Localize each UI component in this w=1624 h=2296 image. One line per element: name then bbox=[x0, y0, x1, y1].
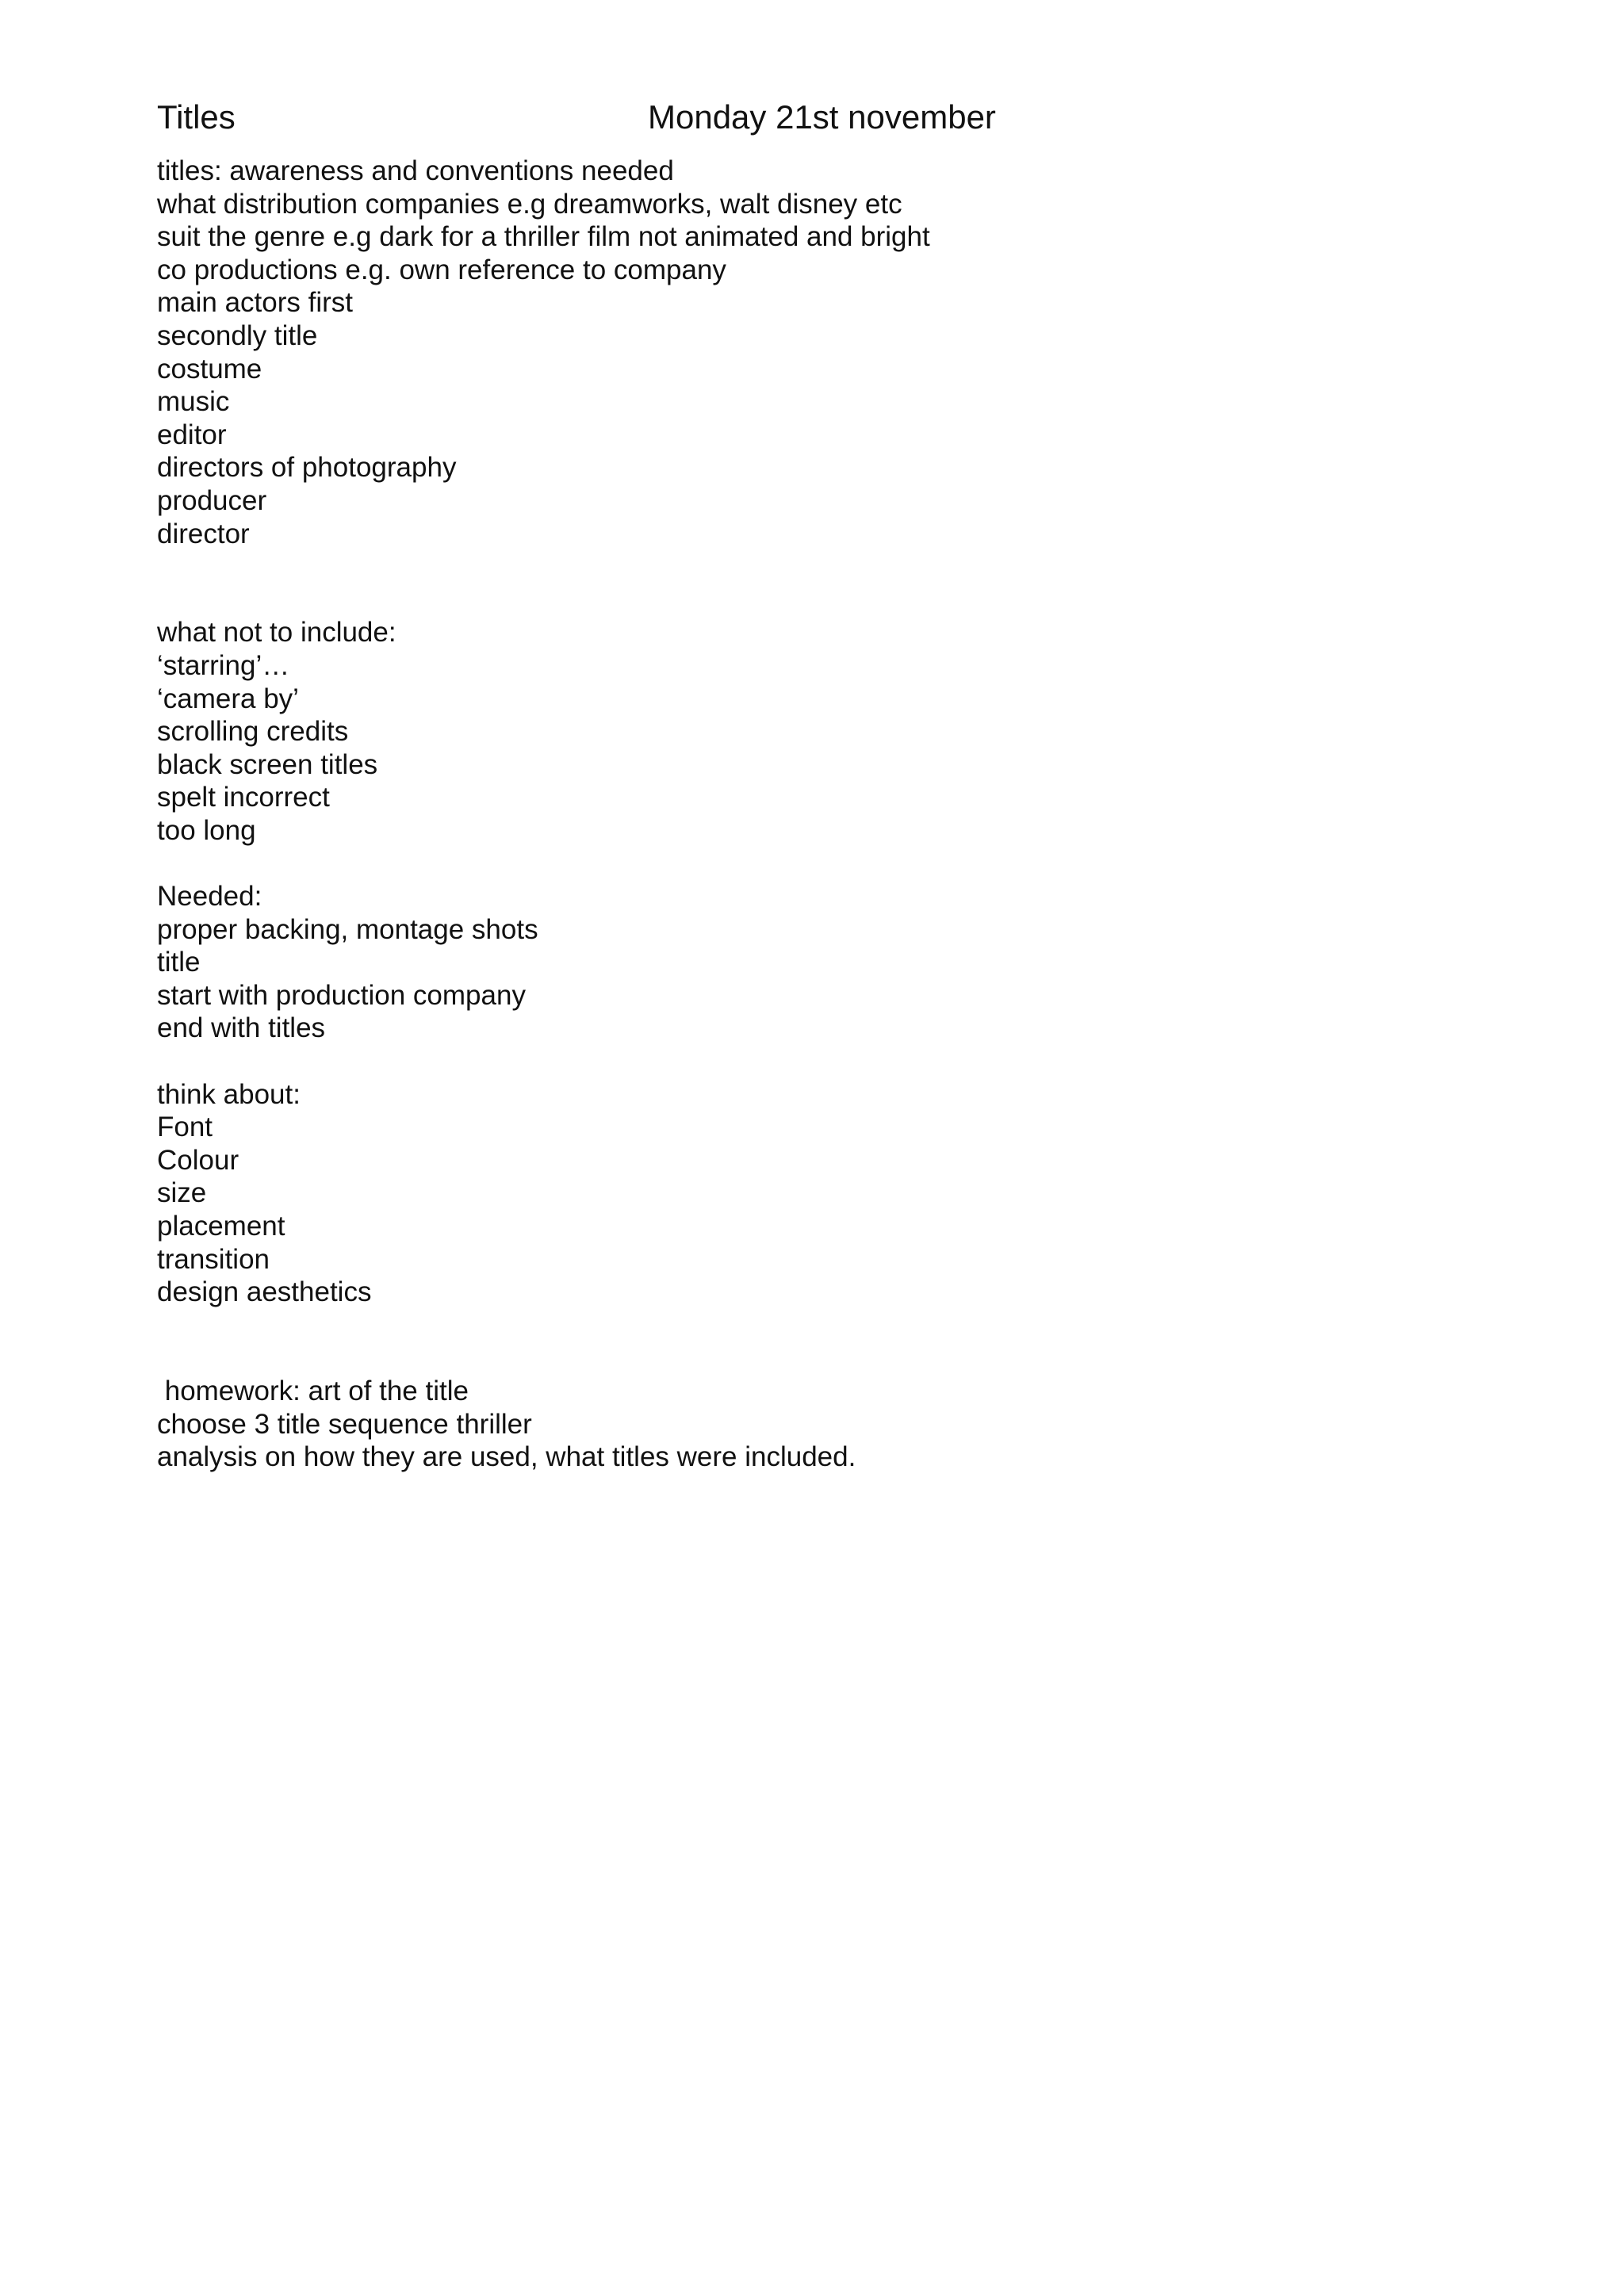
document-date: Monday 21st november bbox=[648, 98, 996, 136]
text-line: proper backing, montage shots bbox=[157, 913, 538, 945]
text-line: director bbox=[157, 518, 250, 549]
text-line: editor bbox=[157, 419, 227, 450]
section-spacer bbox=[157, 1309, 1465, 1375]
text-line: end with titles bbox=[157, 1012, 326, 1044]
text-line: what distribution companies e.g dreamworks, walt disney etc bbox=[157, 188, 902, 220]
text-line: costume bbox=[157, 353, 262, 385]
text-line: music bbox=[157, 386, 230, 418]
section-spacer bbox=[157, 1045, 1465, 1078]
text-line: start with production company bbox=[157, 979, 526, 1011]
text-line: secondly title bbox=[157, 320, 318, 351]
section-homework bbox=[157, 1375, 1465, 1474]
text-line: producer bbox=[157, 484, 267, 516]
section-needed bbox=[157, 880, 1465, 1045]
text-line: Font bbox=[157, 1112, 213, 1143]
text-line: ‘starring’… bbox=[157, 649, 290, 681]
text-line: co productions e.g. own reference to company bbox=[157, 254, 726, 285]
section-spacer bbox=[157, 847, 1465, 880]
text-line: analysis on how they are used, what titles were included. bbox=[157, 1441, 856, 1473]
text-line: directors of photography bbox=[157, 452, 457, 484]
text-line: size bbox=[157, 1177, 207, 1209]
text-line: transition bbox=[157, 1243, 270, 1275]
document-body bbox=[157, 155, 1465, 1474]
text-line: spelt incorrect bbox=[157, 782, 330, 813]
text-line: design aesthetics bbox=[157, 1276, 372, 1308]
section-think-about bbox=[157, 1078, 1465, 1309]
text-line: black screen titles bbox=[157, 748, 378, 780]
text-line: Colour bbox=[157, 1144, 239, 1176]
document-header bbox=[0, 97, 1624, 138]
section-heading: what not to include: bbox=[157, 617, 396, 649]
text-line: main actors first bbox=[157, 287, 353, 319]
text-line: placement bbox=[157, 1211, 285, 1242]
text-line: scrolling credits bbox=[157, 716, 349, 748]
section-spacer bbox=[157, 550, 1465, 616]
text-line: title bbox=[157, 947, 201, 978]
section-titles-notes bbox=[157, 155, 1465, 550]
section-heading: think about: bbox=[157, 1078, 301, 1110]
text-line: suit the genre e.g dark for a thriller film not animated and bright bbox=[157, 221, 930, 253]
text-line: choose 3 title sequence thriller bbox=[157, 1408, 532, 1440]
section-what-not-to-include bbox=[157, 616, 1465, 847]
section-heading: homework: art of the title bbox=[157, 1375, 469, 1406]
document-title: Titles bbox=[157, 98, 236, 136]
text-line: titles: awareness and conventions needed bbox=[157, 155, 674, 186]
text-line: ‘camera by’ bbox=[157, 683, 299, 714]
section-heading: Needed: bbox=[157, 881, 262, 913]
text-line: too long bbox=[157, 814, 256, 846]
